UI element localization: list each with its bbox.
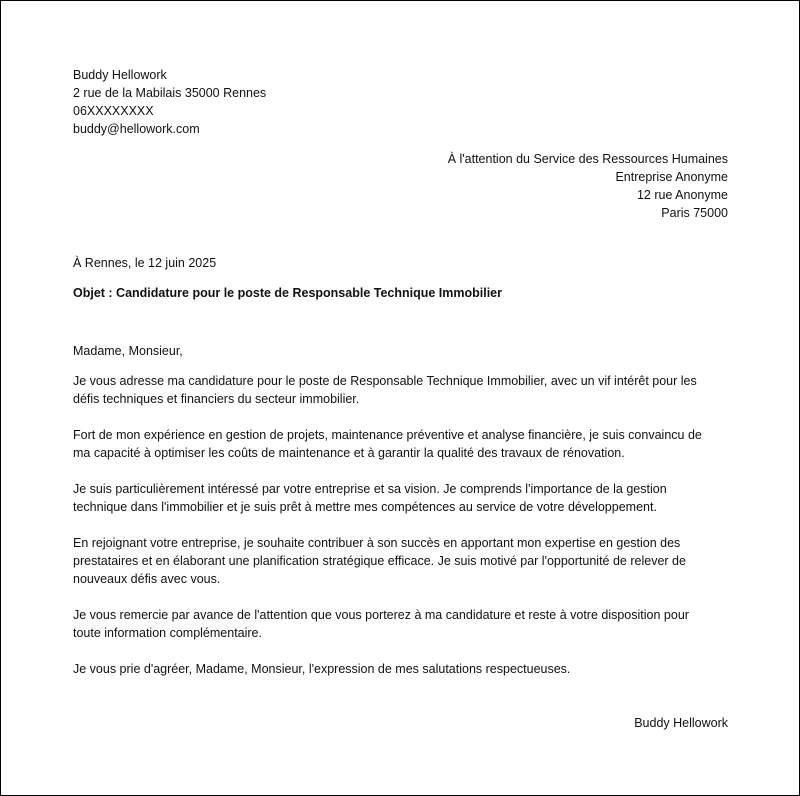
paragraph-line: Je vous prie d'agréer, Madame, Monsieur, l'expression de mes salutations respectueuses. xyxy=(73,662,571,676)
paragraph-line: défis techniques et financiers du secteur immobilier. xyxy=(73,392,360,406)
recipient-company: Entreprise Anonyme xyxy=(615,170,728,184)
recipient-attention: À l'attention du Service des Ressources Humaines xyxy=(447,152,728,166)
paragraph-line: Je vous remercie par avance de l'attention que vous porterez à ma candidature et reste à votre disposition pour xyxy=(73,608,689,622)
paragraph-line: nouveaux défis avec vous. xyxy=(73,572,221,586)
letter-signature: Buddy Hellowork xyxy=(634,716,728,730)
letter-content xyxy=(73,66,728,732)
paragraph-line: Je vous adresse ma candidature pour le poste de Responsable Technique Immobilier, avec un vif intérêt pour les xyxy=(73,374,697,388)
letter-date: À Rennes, le 12 juin 2025 xyxy=(73,256,217,270)
body-paragraph xyxy=(73,372,728,408)
recipient-city: Paris 75000 xyxy=(661,206,728,220)
body-paragraph xyxy=(73,480,728,516)
letter-subject: Objet : Candidature pour le poste de Responsable Technique Immobilier xyxy=(73,286,502,300)
recipient-street: 12 rue Anonyme xyxy=(636,188,728,202)
recipient-block xyxy=(73,150,728,222)
sender-email: buddy@hellowork.com xyxy=(73,122,200,136)
body-paragraph xyxy=(73,606,728,642)
paragraph-line: technique dans l'immobilier et je suis prêt à mettre mes compétences au service de votre développement. xyxy=(73,500,657,514)
paragraph-line: ma capacité à optimiser les coûts de maintenance et à garantir la qualité des travaux de rénovation. xyxy=(73,446,625,460)
paragraph-line: Fort de mon expérience en gestion de projets, maintenance préventive et analyse financière, je suis convaincu de xyxy=(73,428,702,442)
letter-greeting: Madame, Monsieur, xyxy=(73,344,183,358)
sender-block xyxy=(73,66,728,138)
closing-paragraph xyxy=(73,660,728,678)
sender-address: 2 rue de la Mabilais 35000 Rennes xyxy=(73,86,267,100)
paragraph-line: toute information complémentaire. xyxy=(73,626,262,640)
sender-name: Buddy Hellowork xyxy=(73,68,167,82)
body-paragraph xyxy=(73,534,728,588)
paragraph-line: En rejoignant votre entreprise, je souhaite contribuer à son succès en apportant mon expertise en gestion des xyxy=(73,536,681,550)
sender-phone: 06XXXXXXXX xyxy=(73,104,154,118)
paragraph-line: prestataires et en élaborant une planification stratégique efficace. Je suis motivé par l'opportunité de relever de xyxy=(73,554,686,568)
paragraph-line: Je suis particulièrement intéressé par votre entreprise et sa vision. Je comprends l'importance de la gestion xyxy=(73,482,667,496)
body-paragraph xyxy=(73,426,728,462)
